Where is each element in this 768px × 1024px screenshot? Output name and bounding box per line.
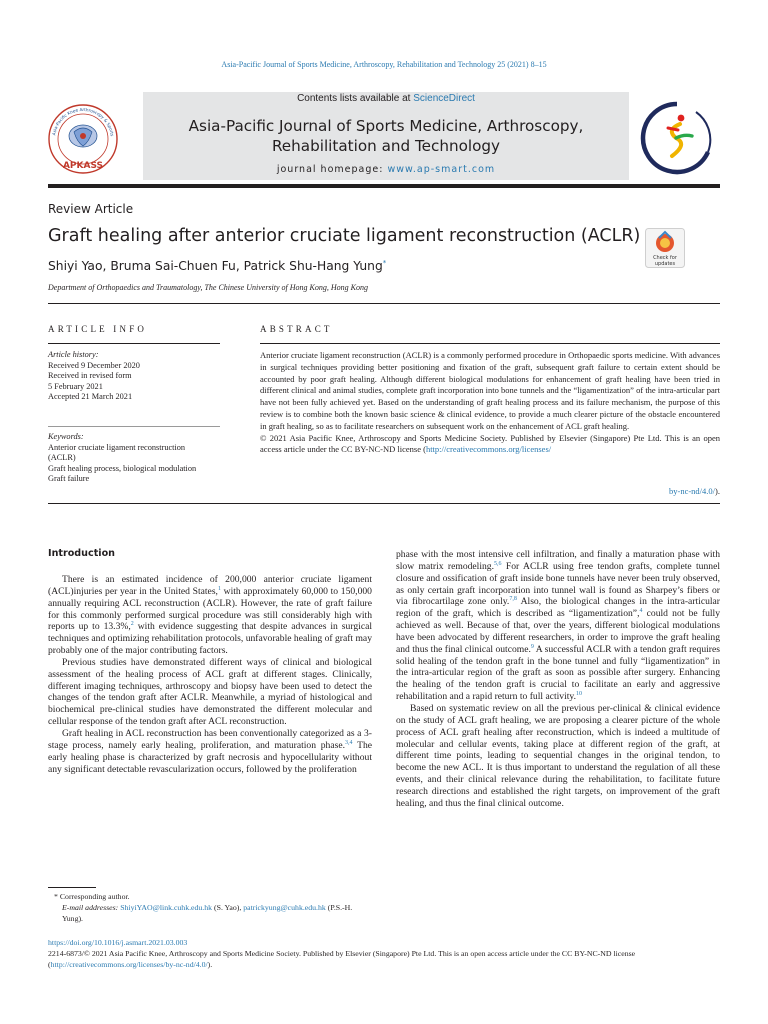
keyword-item: Graft healing process, biological modulation: [48, 463, 197, 473]
check-for-updates-badge[interactable]: [645, 228, 685, 268]
author-affiliation: Department of Orthopaedics and Traumatology, The Chinese University of Hong Kong, Hong Kong: [48, 283, 368, 292]
text-run: could not be fully achieved as well. Because of that, over the years, different biological modulations have been advocated by different researchers, in order to improve the graft healing and thus the final clinical outcome.: [396, 608, 720, 655]
license-link[interactable]: http://creativecommons.org/licenses/: [425, 444, 552, 455]
contents-availability: [143, 93, 629, 104]
corresponding-author-note: * Corresponding author.: [54, 892, 130, 901]
article-type: Review Article: [48, 202, 134, 216]
footnote-rule: [48, 887, 96, 888]
sciencedirect-link[interactable]: ScienceDirect: [413, 93, 475, 104]
article-info-heading: ARTICLE INFO: [48, 324, 148, 334]
history-item: 5 February 2021: [48, 381, 103, 391]
history-item: Accepted 21 March 2021: [48, 392, 133, 402]
journal-citation-link[interactable]: Asia-Pacific Journal of Sports Medicine, Arthroscopy, Rehabilitation and Technology 25 (2021) 8–15: [221, 60, 547, 69]
reference-link[interactable]: 10: [576, 690, 582, 697]
keywords-rule: [48, 426, 220, 427]
email-owner: (S. Yao),: [212, 903, 244, 912]
check-updates-line2: updates: [654, 261, 676, 267]
reference-link[interactable]: 7,8: [509, 596, 517, 603]
logo-acronym: APKASS: [62, 161, 104, 171]
reference-link[interactable]: 5,6: [494, 560, 502, 567]
text-run: The early healing phase is characterized by graft necrosis and hypocellularity without any significant detectable revascularization occurs, followed by the proliferation: [48, 739, 372, 775]
text-run: There is an estimated incidence of 200,000 anterior cruciate ligament (ACL)injuries per year in the United States,: [48, 574, 372, 597]
email-addresses: [48, 903, 372, 924]
license-statement: [48, 949, 720, 970]
reference-link[interactable]: 9: [530, 643, 534, 650]
homepage-prefix: journal homepage:: [276, 164, 388, 175]
reference-link[interactable]: 4: [639, 608, 643, 615]
copyright-text: © 2021 Asia Pacific Knee, Arthroscopy and Sports Medicine Society. Published by Elsevier (Singapore) Pte Ltd. This is an open access article under the CC BY-NC-ND license (: [260, 432, 720, 455]
intro-paragraph: Based on systematic review on all the previous per-clinical & clinical evidence on the study of ACL graft healing, we are proposing a clearer picture of the whole process of ACL graft healing after reconstruction, which is indeed a multitude of molecular and cellular events, taking place at different region of the graft, at different time points, leading to sequential changes in the original tendon, to become the new ACL. It is thus important to understand the regulation of all these events, and their clinical relevance during the rehabilitation, to facilitate future research directions and established the right targets, on improvement of the graft healing, and thus the final clinical outcome.: [396, 702, 720, 809]
reference-link[interactable]: 1: [217, 585, 221, 592]
keywords-list: [48, 432, 196, 485]
text-run: A successful ACLR with a tendon graft requires solid healing of the tendon graft in the bone tunnel and fully “ligamentization” in the intra-articular region of the graft as soon as possible after surgery. Enhancing the healing of the tendon graft is crucial to facilitate an early and aggressive rehabilitation and a rapid return to full activity.: [396, 643, 720, 703]
article-history: [48, 350, 140, 403]
text-run: For ACLR using free tendon grafts, complete tunnel closure and ossification of graft inside bone tunnels have never been truly observed, as only certain graft incorporation into tunnel wall is found as Sharpey’s fibers or via fibrocartilage zone only.: [396, 560, 720, 608]
abstract-license-url-end: [669, 486, 720, 496]
journal-homepage: [143, 164, 629, 175]
history-label: Article history:: [48, 350, 99, 359]
reference-link[interactable]: 2: [130, 621, 134, 628]
abstract-copyright: [260, 433, 720, 457]
abstract-rule: [260, 343, 720, 344]
keywords-label: Keywords:: [48, 432, 84, 441]
corresponding-author-mark[interactable]: *: [382, 258, 387, 267]
license-link-continued[interactable]: by-nc-nd/4.0/: [668, 486, 716, 496]
logo-ring-text: Asia-Pacific Knee Arthroscopy & Sports: [51, 106, 115, 137]
contents-prefix: Contents lists available at: [297, 93, 414, 104]
author-names: Shiyi Yao, Bruma Sai-Chuen Fu, Patrick Shu-Hang Yung: [48, 259, 383, 273]
intro-paragraph: [48, 728, 372, 775]
license-text: 2214-6873/© 2021 Asia Pacific Knee, Arthroscopy and Sports Medicine Society. Published by Elsevier (Singapore) Pte Ltd. This is an open access article under the CC BY-NC-ND license (: [48, 949, 636, 969]
abstract-heading: ABSTRACT: [260, 324, 333, 334]
email-label: E-mail addresses:: [62, 903, 121, 912]
keyword-item: Graft failure: [48, 474, 90, 484]
apkass-logo: [47, 102, 119, 176]
text-run: Graft healing in ACL reconstruction has been conventionally categorized as a 3-stage process, namely early healing, proliferation, and maturation phase.: [48, 727, 372, 751]
left-column: [48, 574, 372, 775]
article-title: Graft healing after anterior cruciate ligament reconstruction (ACLR): [48, 226, 641, 246]
email-owner: (P.S.-H. Yung).: [62, 903, 353, 923]
journal-title-line2: Rehabilitation and Technology: [271, 137, 501, 155]
journal-title-line1: Asia-Pacific Journal of Sports Medicine, Arthroscopy,: [188, 117, 584, 135]
author-list: [48, 259, 386, 273]
reference-link[interactable]: 3,4: [345, 739, 353, 746]
keyword-item: Anterior cruciate ligament reconstruction: [48, 442, 186, 452]
footer-license-link[interactable]: http://creativecommons.org/licenses/by-nc-nd/4.0/: [50, 959, 208, 969]
intro-paragraph: Previous studies have demonstrated different ways of clinical and biological assessment of the healing process of ACL graft at different stages. Clinically, different imaging techniques, arthroscopy and biopsy have been used to detect the changes of the tendon graft after ACLR. Meanwhile, a myriad of histological and biochemical pre-clinical studies have demonstrated the different molecular and cellular response of the tendon graft after ACL reconstruction.: [48, 656, 372, 728]
doi-link[interactable]: https://doi.org/10.1016/j.asmart.2021.03.003: [48, 938, 188, 947]
title-divider: [48, 303, 720, 304]
abstract-bottom-divider: [48, 503, 720, 504]
journal-logo: [636, 100, 718, 176]
text-run: with evidence suggesting that despite advances in surgical techniques and optimizing rehabilitation protocols, unfavorable healing of graft may probably one of the major contributing factors.: [48, 621, 373, 657]
intro-paragraph: [396, 549, 720, 703]
abstract-body: [260, 350, 720, 456]
introduction-heading: Introduction: [48, 548, 115, 559]
header-divider: [48, 184, 720, 188]
intro-paragraph: [48, 574, 372, 657]
license-close: ).: [207, 959, 213, 969]
right-column: [396, 549, 720, 810]
article-info-rule: [48, 343, 220, 344]
homepage-link[interactable]: www.ap-smart.com: [387, 164, 496, 175]
text-run: with approximately 60,000 to 150,000 annually requiring ACL reconstruction (ACLR). However, the rate of graft failure for this commonly performed surgical procedure was still considerably high with reports up to 13.3%,: [48, 585, 372, 633]
email-link-yao[interactable]: ShiyiYAO@link.cuhk.edu.hk: [120, 903, 213, 912]
license-close: ).: [715, 486, 720, 496]
keyword-item: (ACLR): [48, 453, 76, 463]
check-updates-line1: Check for: [653, 255, 677, 261]
abstract-paragraph: Anterior cruciate ligament reconstruction (ACLR) is a commonly performed procedure in Orthopaedic sports medicine. With advances in surgical techniques providing better positioning and fixation of the graft, subsequent graft failure to certain extent should be accounted by poor graft healing. Although different biological modulations for enhancement of graft healing have been tried in different clinical and animal studies, complete graft incorporation into bone tunnels and the “ligamentization” of the intra-articular part have not been fully achieved yet. Based on the understanding of graft healing process and its failure mechanism, the purpose of this review is to combine both the known basic science & clinical evidence, to provide a much clearer picture of the obstacle encountered in graft healing, so as to facilitate researchers on subsequent work on the enhancement of ACL graft healing.: [260, 350, 720, 431]
history-item: Received in revised form: [48, 371, 132, 381]
text-run: phase with the most intensive cell infiltration, and finally a maturation phase with slow matrix remodeling.: [396, 549, 720, 572]
journal-title: [143, 116, 629, 156]
history-item: Received 9 December 2020: [48, 360, 140, 370]
email-link-yung[interactable]: patrickyung@cuhk.edu.hk: [243, 903, 326, 912]
text-run: Also, the biological changes in the intra-articular region of the graft, which is described as “ligamentization”,: [396, 596, 720, 620]
